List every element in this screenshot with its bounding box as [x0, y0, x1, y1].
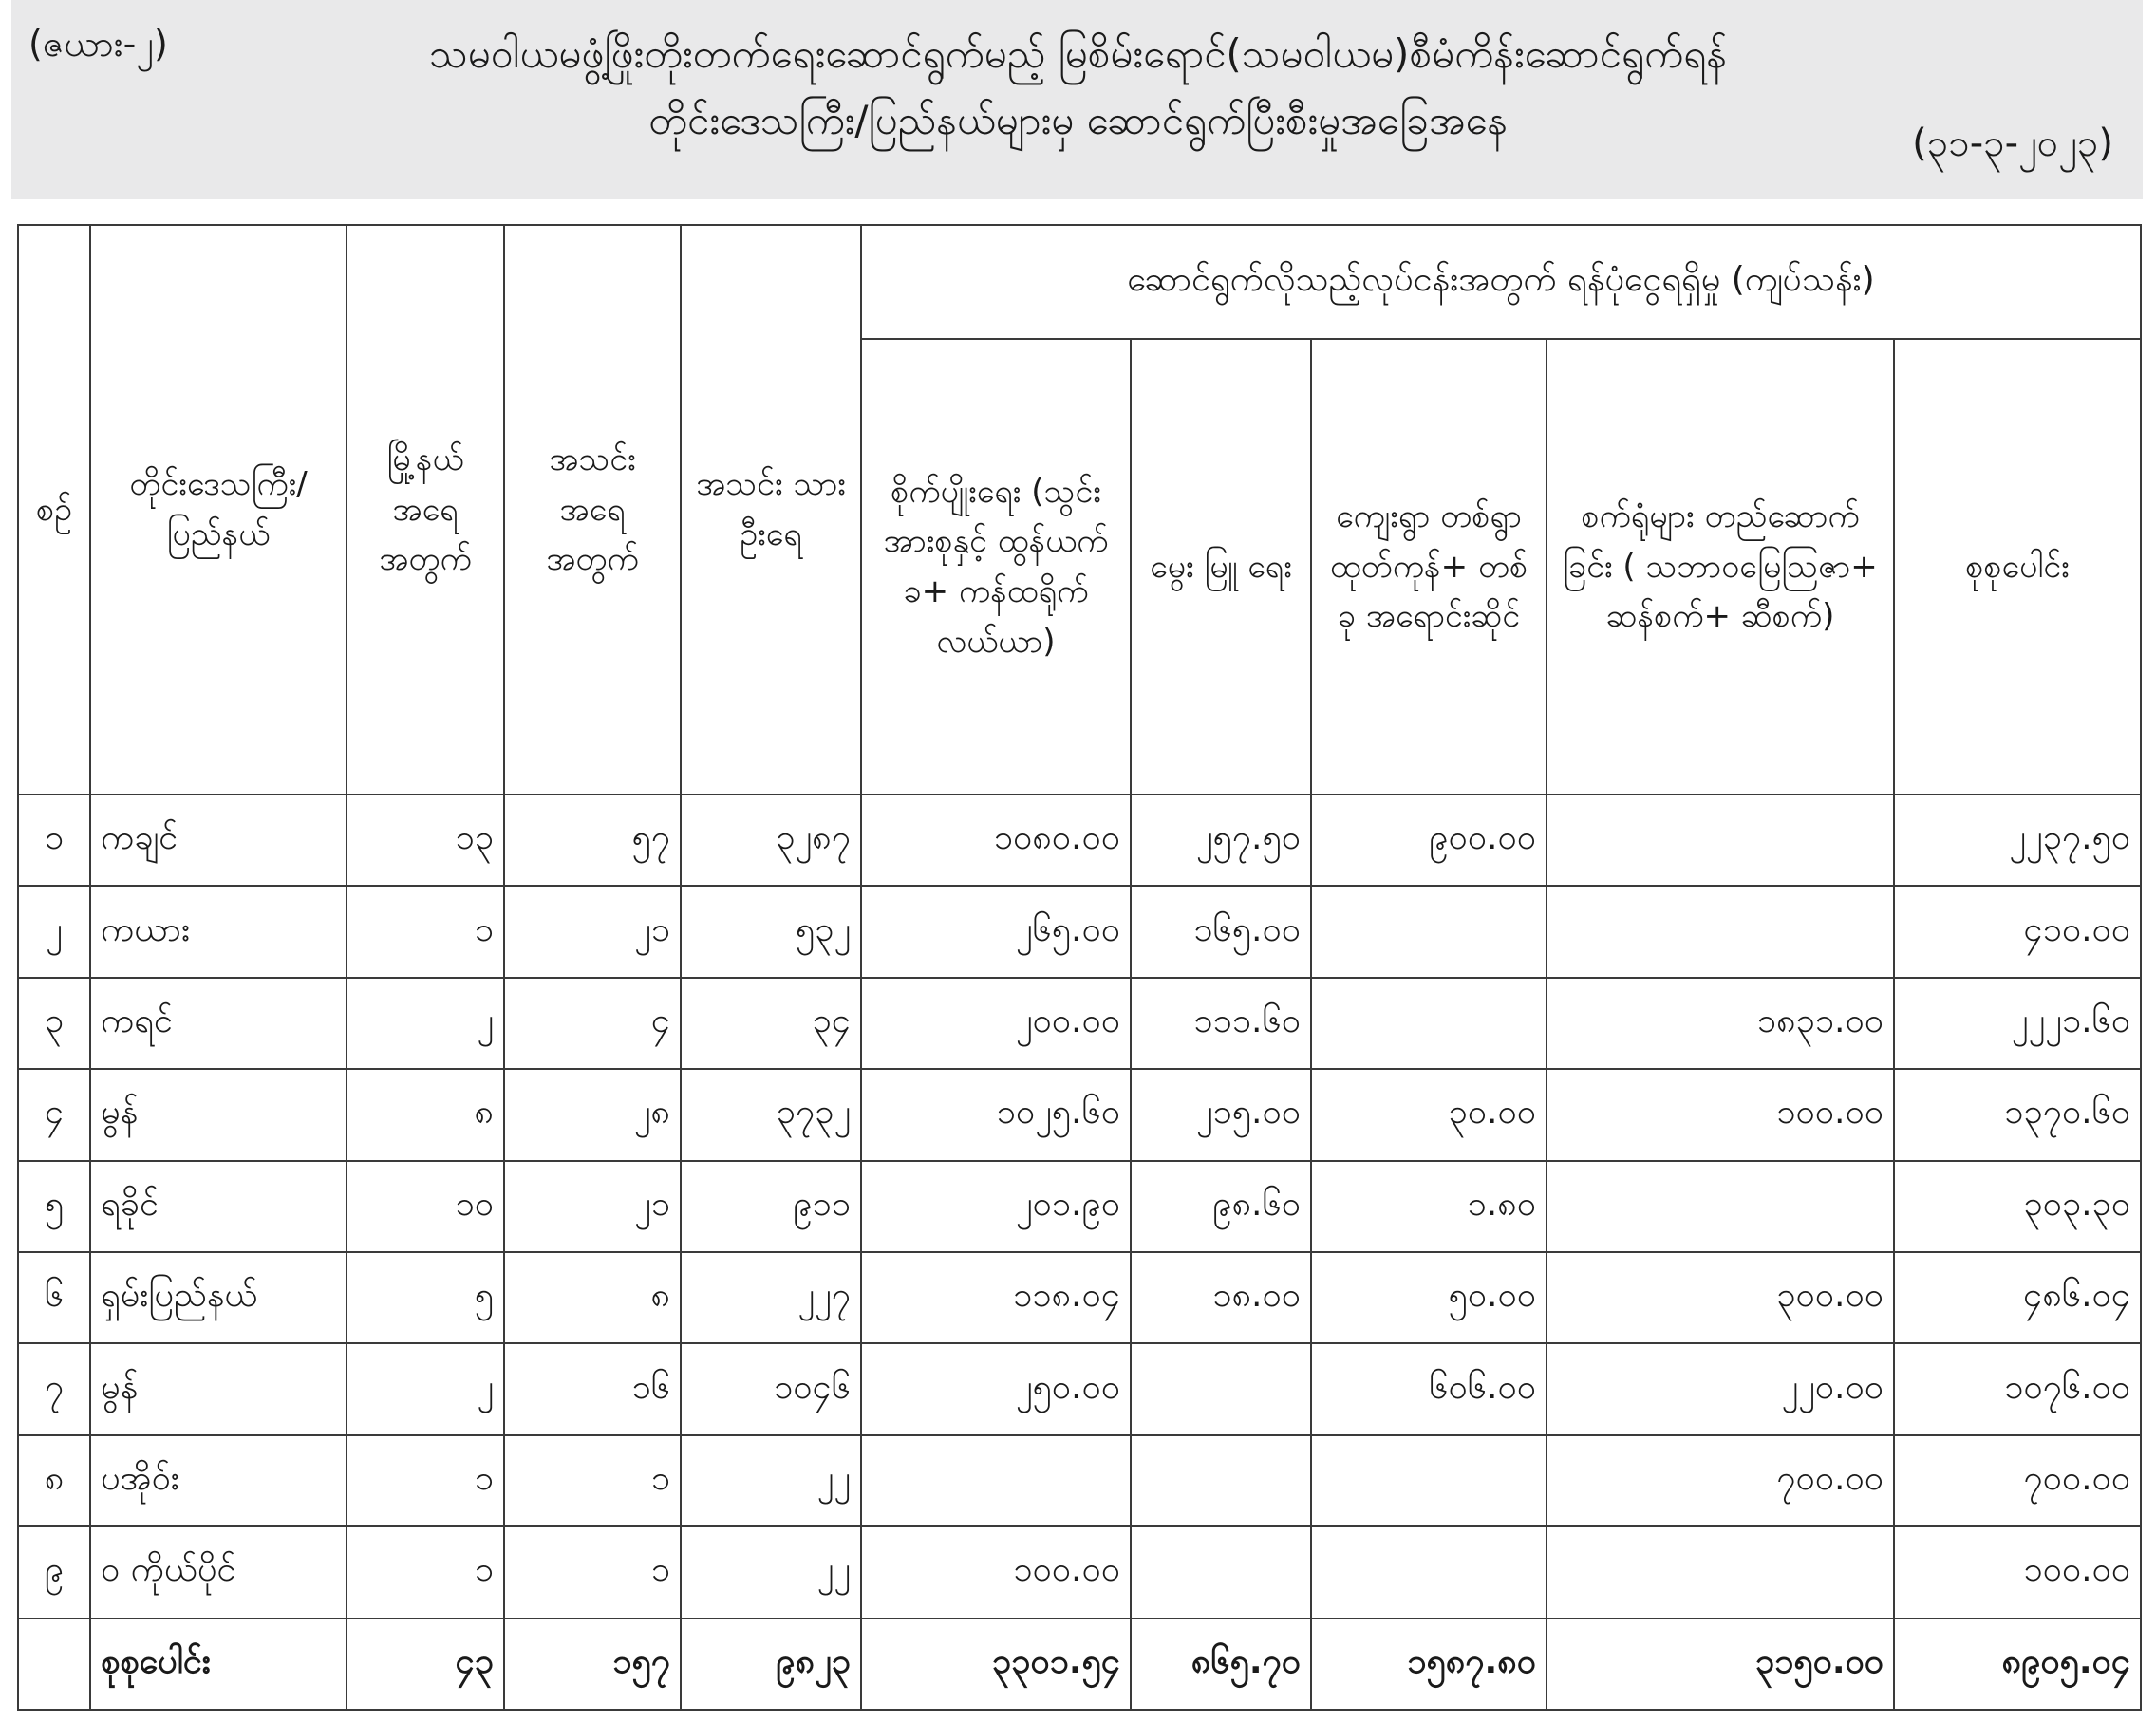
cell-members: ၃၂၈၇ [681, 795, 861, 886]
cell-village-industry [1311, 1526, 1547, 1618]
col-header-livestock: မွေး မြူ ရေး [1131, 339, 1311, 795]
cell-factories [1547, 1161, 1894, 1252]
cell-societies: ၄ [504, 978, 681, 1069]
cell-region: မွန် [90, 1343, 347, 1434]
cell-factories [1547, 1526, 1894, 1618]
table-row [18, 1069, 2141, 1160]
col-header-townships: မြို့နယ် အရေ အတွက် [347, 225, 504, 795]
cell-agriculture: ၂၀၁.၉၀ [861, 1161, 1131, 1252]
cell-societies: ၁ [504, 1435, 681, 1526]
totals-townships: ၄၃ [347, 1619, 504, 1710]
cell-livestock: ၁၁၁.၆၀ [1131, 978, 1311, 1069]
cell-agriculture [861, 1435, 1131, 1526]
cell-members: ၂၂၇ [681, 1252, 861, 1343]
cell-sr: ၄ [18, 1069, 90, 1160]
cell-agriculture: ၁၀၈၀.၀၀ [861, 795, 1131, 886]
cell-total: ၃၀၃.၃၀ [1894, 1161, 2141, 1252]
cell-village-industry: ၃၀.၀၀ [1311, 1069, 1547, 1160]
cell-members: ၁၀၄၆ [681, 1343, 861, 1434]
cell-livestock [1131, 1343, 1311, 1434]
table-row [18, 1526, 2141, 1618]
cell-societies: ၂၁ [504, 886, 681, 977]
cell-townships: ၁ [347, 1526, 504, 1618]
cell-members: ၃၇၃၂ [681, 1069, 861, 1160]
cell-sr: ၁ [18, 795, 90, 886]
totals-agriculture: ၃၃၀၁.၅၄ [861, 1619, 1131, 1710]
cell-agriculture: ၂၅၀.၀၀ [861, 1343, 1131, 1434]
cell-townships: ၂ [347, 978, 504, 1069]
cell-societies: ၁၆ [504, 1343, 681, 1434]
totals-societies: ၁၅၇ [504, 1619, 681, 1710]
cell-livestock: ၂၁၅.၀၀ [1131, 1069, 1311, 1160]
cell-townships: ၁ [347, 1435, 504, 1526]
cell-members: ၂၂ [681, 1435, 861, 1526]
cell-sr: ၃ [18, 978, 90, 1069]
cell-village-industry [1311, 886, 1547, 977]
cell-livestock: ၁၆၅.၀၀ [1131, 886, 1311, 977]
cell-livestock: ၂၅၇.၅၀ [1131, 795, 1311, 886]
cell-townships: ၅ [347, 1252, 504, 1343]
col-header-societies: အသင်း အရေ အတွက် [504, 225, 681, 795]
cell-townships: ၁ [347, 886, 504, 977]
col-header-village-industry: ကျေးရွာ တစ်ရွာ ထုတ်ကုန်+ တစ်ခု အရောင်းဆိုင် [1311, 339, 1547, 795]
totals-members: ၉၈၂၃ [681, 1619, 861, 1710]
table-row [18, 1343, 2141, 1434]
cell-societies: ၁ [504, 1526, 681, 1618]
totals-sr [18, 1619, 90, 1710]
col-header-members: အသင်း သား ဦးရေ [681, 225, 861, 795]
cell-sr: ၈ [18, 1435, 90, 1526]
cell-livestock: ၁၈.၀၀ [1131, 1252, 1311, 1343]
table-row [18, 1252, 2141, 1343]
data-table [17, 224, 2142, 1711]
cell-livestock: ၉၈.၆၀ [1131, 1161, 1311, 1252]
cell-agriculture: ၂၀၀.၀၀ [861, 978, 1131, 1069]
table-row [18, 1161, 2141, 1252]
totals-village-industry: ၁၅၈၇.၈၀ [1311, 1619, 1547, 1710]
cell-factories: ၁၀၀.၀၀ [1547, 1069, 1894, 1160]
cell-region: ကချင် [90, 795, 347, 886]
cell-region: ရှမ်းပြည်နယ် [90, 1252, 347, 1343]
cell-total: ၇၀၀.၀၀ [1894, 1435, 2141, 1526]
table-row [18, 795, 2141, 886]
cell-livestock [1131, 1526, 1311, 1618]
cell-factories [1547, 795, 1894, 886]
cell-sr: ၉ [18, 1526, 90, 1618]
cell-village-industry: ၅၀.၀၀ [1311, 1252, 1547, 1343]
cell-total: ၄၈၆.၀၄ [1894, 1252, 2141, 1343]
cell-members: ၃၄ [681, 978, 861, 1069]
cell-townships: ၁၀ [347, 1161, 504, 1252]
cell-livestock [1131, 1435, 1311, 1526]
page-title: သမဝါယမဖွံ့ဖြိုးတိုးတက်ရေးဆောင်ရွက်မည့် မြစိမ်းရောင်(သမဝါယမ)စီမံကိန်းဆောင်ရွက်ရန် [429, 30, 1727, 77]
cell-total: ၁၀၇၆.၀၀ [1894, 1343, 2141, 1434]
cell-members: ၉၁၁ [681, 1161, 861, 1252]
cell-agriculture: ၁၁၈.၀၄ [861, 1252, 1131, 1343]
cell-total: ၁၀၀.၀၀ [1894, 1526, 2141, 1618]
cell-townships: ၂ [347, 1343, 504, 1434]
col-header-sr: စဉ် [18, 225, 90, 795]
cell-region: ပအိုဝ်း [90, 1435, 347, 1526]
cell-village-industry: ၉၀၀.၀၀ [1311, 795, 1547, 886]
table-tag: (ဇယား-၂) [28, 23, 168, 65]
cell-village-industry [1311, 978, 1547, 1069]
cell-total: ၄၁၀.၀၀ [1894, 886, 2141, 977]
report-date: (၃၁-၃-၂၀၂၃) [1912, 122, 2113, 165]
cell-societies: ၂၈ [504, 1069, 681, 1160]
col-header-region: တိုင်းဒေသကြီး/ ပြည်နယ် [90, 225, 347, 795]
col-header-total: စုစုပေါင်း [1894, 339, 2141, 795]
col-header-factories: စက်ရုံများ တည်ဆောက်ခြင်း ( သဘာဝမြေဩဇာ+ ဆန်စက်+ ဆီစက်) [1547, 339, 1894, 795]
cell-societies: ၂၁ [504, 1161, 681, 1252]
cell-factories: ၃၀၀.၀၀ [1547, 1252, 1894, 1343]
cell-agriculture: ၁၀၂၅.၆၀ [861, 1069, 1131, 1160]
cell-region: ရခိုင် [90, 1161, 347, 1252]
cell-factories: ၁၈၃၁.၀၀ [1547, 978, 1894, 1069]
cell-total: ၂၂၃၇.၅၀ [1894, 795, 2141, 886]
cell-sr: ၇ [18, 1343, 90, 1434]
cell-agriculture: ၂၆၅.၀၀ [861, 886, 1131, 977]
cell-agriculture: ၁၀၀.၀၀ [861, 1526, 1131, 1618]
cell-sr: ၅ [18, 1161, 90, 1252]
cell-factories: ၇၀၀.၀၀ [1547, 1435, 1894, 1526]
table-row [18, 978, 2141, 1069]
col-group-header-funding: ဆောင်ရွက်လိုသည့်လုပ်ငန်းအတွက် ရန်ပုံငွေရရှိမှု (ကျပ်သန်း) [861, 225, 2141, 339]
cell-total: ၂၂၂၁.၆၀ [1894, 978, 2141, 1069]
col-header-agriculture: စိုက်ပျိုးရေး (သွင်းအားစုနှင့် ထွန်ယက်ခ+ ကန်ထရိုက် လယ်ယာ) [861, 339, 1131, 795]
table-row [18, 886, 2141, 977]
page-subtitle: တိုင်းဒေသကြီး/ပြည်နယ်များမှ ဆောင်ရွက်ပြီးစီးမှုအခြေအနေ [648, 97, 1508, 143]
cell-factories: ၂၂၀.၀၀ [1547, 1343, 1894, 1434]
cell-members: ၂၂ [681, 1526, 861, 1618]
cell-societies: ၅၇ [504, 795, 681, 886]
cell-townships: ၁၃ [347, 795, 504, 886]
totals-label: စုစုပေါင်း [90, 1619, 347, 1710]
cell-factories [1547, 886, 1894, 977]
table-row [18, 1435, 2141, 1526]
totals-total: ၈၉၀၅.၀၄ [1894, 1619, 2141, 1710]
totals-livestock: ၈၆၅.၇၀ [1131, 1619, 1311, 1710]
cell-village-industry: ၆၀၆.၀၀ [1311, 1343, 1547, 1434]
cell-region: ကယား [90, 886, 347, 977]
cell-region: မွန် [90, 1069, 347, 1160]
totals-row [18, 1619, 2141, 1710]
cell-sr: ၂ [18, 886, 90, 977]
cell-region: ကရင် [90, 978, 347, 1069]
cell-village-industry: ၁.၈၀ [1311, 1161, 1547, 1252]
cell-townships: ၈ [347, 1069, 504, 1160]
cell-region: ဝ ကိုယ်ပိုင် [90, 1526, 347, 1618]
cell-members: ၅၃၂ [681, 886, 861, 977]
cell-village-industry [1311, 1435, 1547, 1526]
cell-total: ၁၃၇၀.၆၀ [1894, 1069, 2141, 1160]
cell-societies: ၈ [504, 1252, 681, 1343]
cell-sr: ၆ [18, 1252, 90, 1343]
totals-factories: ၃၁၅၀.၀၀ [1547, 1619, 1894, 1710]
